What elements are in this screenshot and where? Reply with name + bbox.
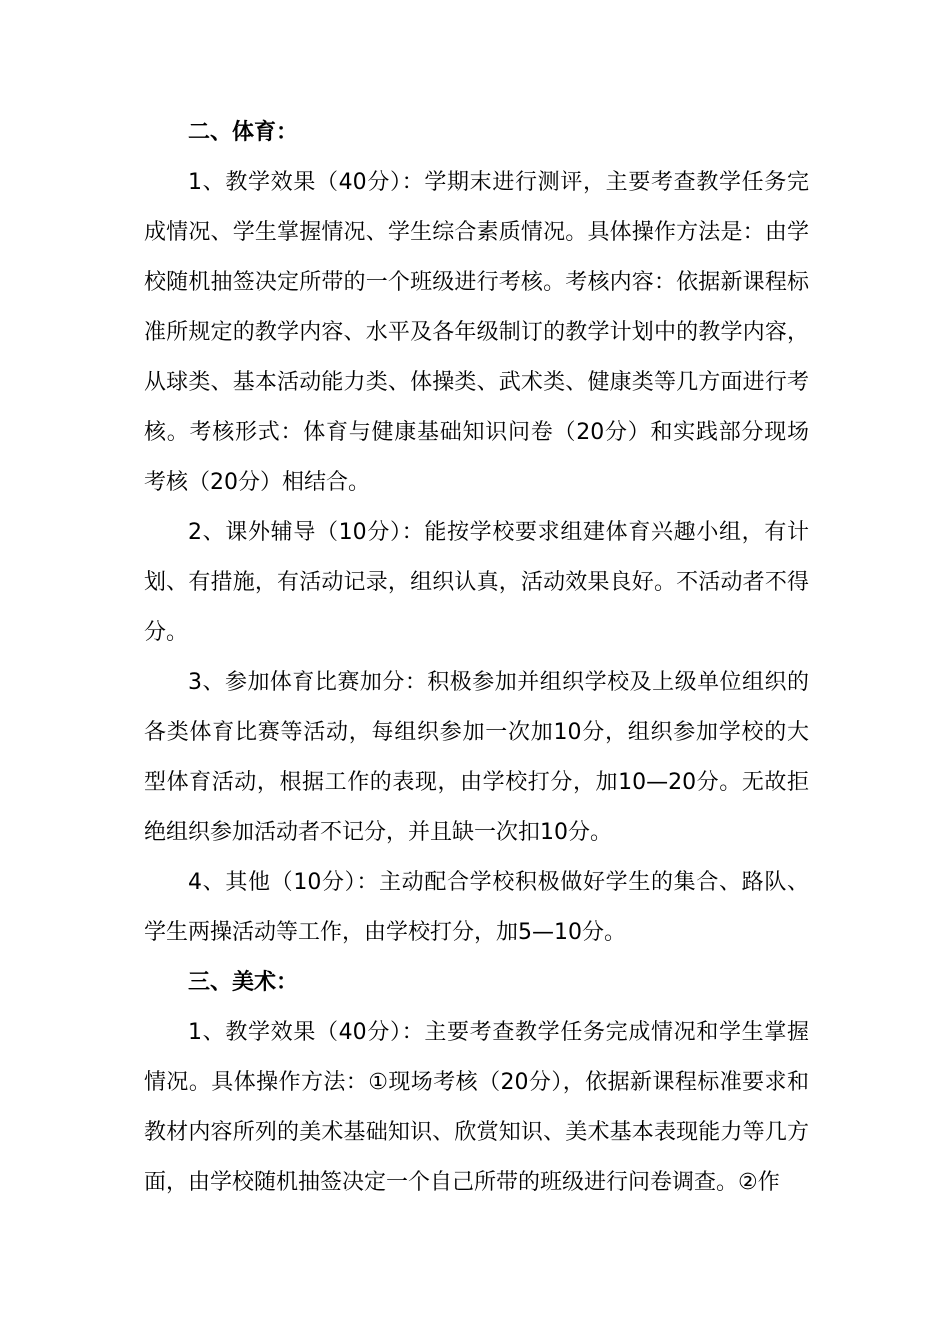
paragraph-pe-extracurricular: 2、课外辅导（10分）：能按学校要求组建体育兴趣小组，有计划、有措施，有活动记录，组织认真，活动效果良好。不活动者不得分。 (144, 520, 809, 645)
paragraph-pe-competition: 3、参加体育比赛加分：积极参加并组织学校及上级单位组织的各类体育比赛等活动，每组织参加一次加10分，组织参加学校的大型体育活动，根据工作的表现，由学校打分，加10—20分。无故拒绝组织参加活动者不记分，并且缺一次扣10分。 (144, 670, 809, 845)
section-heading-art: 三、美术： (188, 970, 299, 995)
section-heading-pe: 二、体育： (188, 120, 299, 145)
paragraph-art-teaching-effect: 1、教学效果（40分）：主要考查教学任务完成情况和学生掌握情况。具体操作方法：①现场考核（20分），依据新课程标准要求和教材内容所列的美术基础知识、欣赏知识、美术基本表现能力等几方面，由学校随机抽签决定一个自己所带的班级进行问卷调查。②作 (144, 1020, 809, 1195)
document-body (144, 108, 809, 1208)
paragraph-pe-teaching-effect: 1、教学效果（40分）：学期末进行测评，主要考查教学任务完成情况、学生掌握情况、学生综合素质情况。具体操作方法是：由学校随机抽签决定所带的一个班级进行考核。考核内容：依据新课程标准所规定的教学内容、水平及各年级制订的教学计划中的教学内容，从球类、基本活动能力类、体操类、武术类、健康类等几方面进行考核。考核形式：体育与健康基础知识问卷（20分）和实践部分现场考核（20分）相结合。 (144, 170, 809, 495)
paragraph-pe-other: 4、其他（10分）：主动配合学校积极做好学生的集合、路队、学生两操活动等工作，由学校打分，加5—10分。 (144, 870, 809, 945)
